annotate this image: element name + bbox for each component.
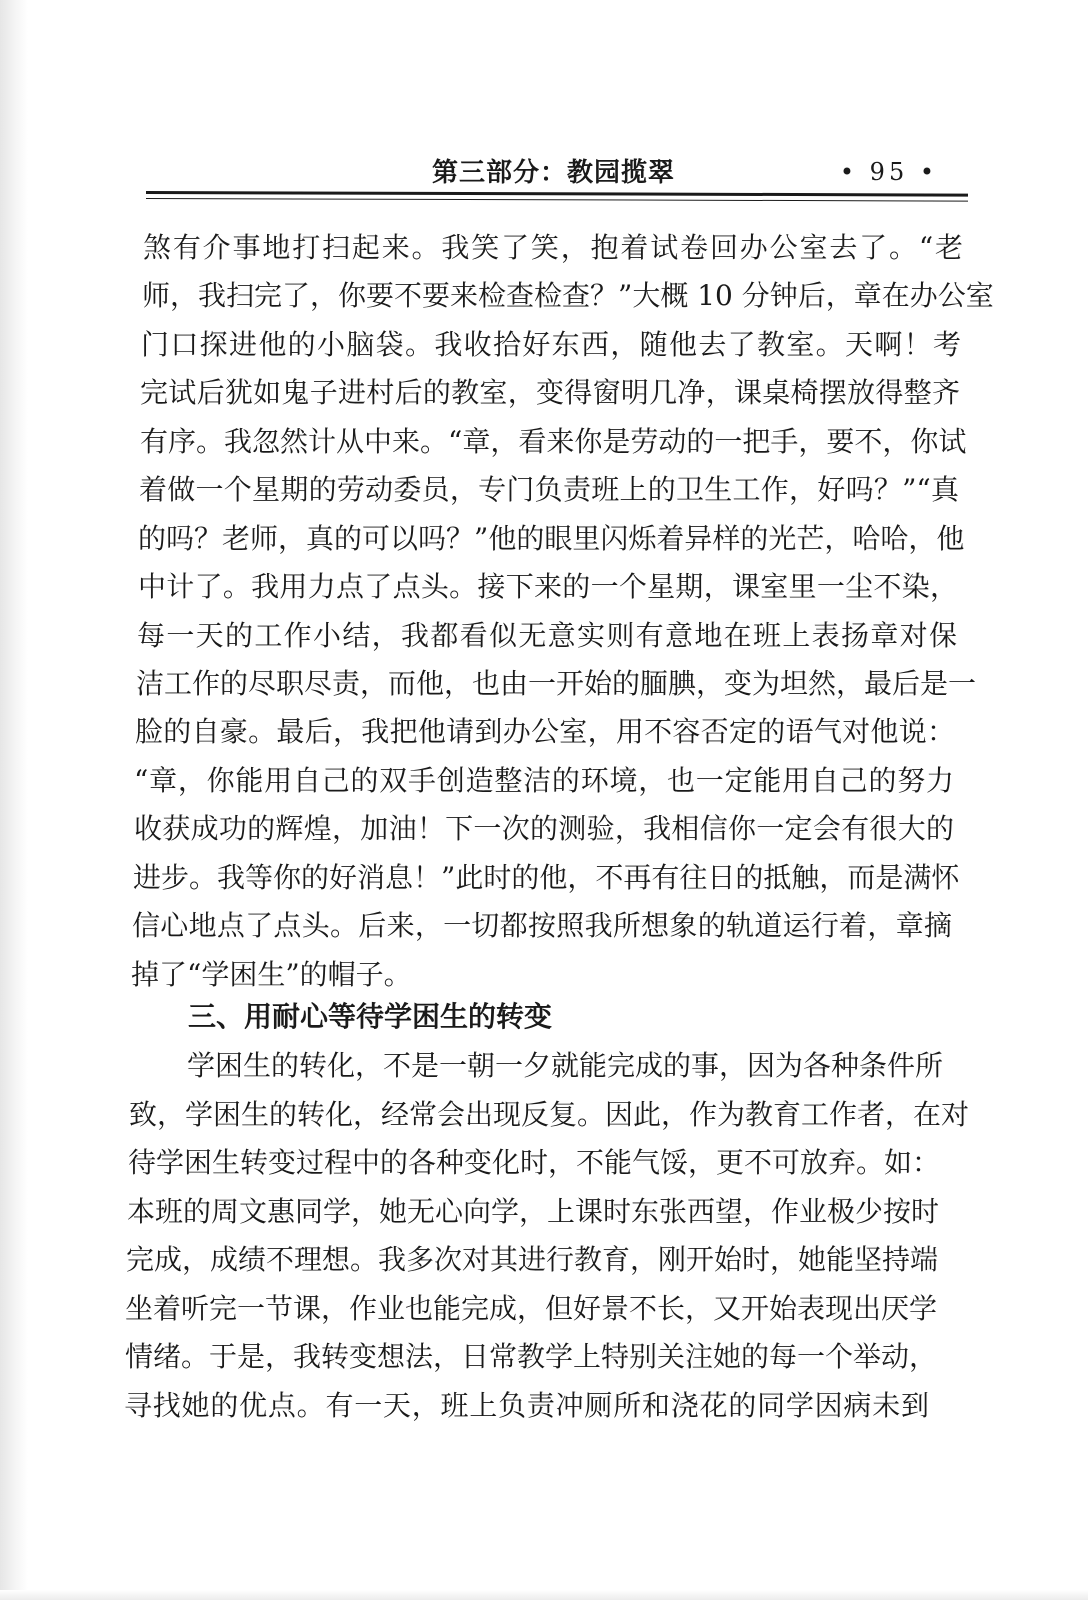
section-heading: 三、用耐心等待学困生的转变 (188, 1000, 553, 1033)
text-line: 中计了。我用力点了点头。接下来的一个星期，课室里一尘不染， (138, 570, 958, 603)
text-line: 掉了“学困生”的帽子。 (131, 958, 412, 991)
text-line: 待学困生转变过程中的各种变化时，不能气馁，更不可放弃。如： (128, 1146, 941, 1179)
text-line: 有序。我忽然计从中来。“章，看来你是劳动的一把手，要不，你试 (140, 425, 967, 458)
text-line: 致，学困生的转化，经常会出现反复。因此，作为教育工作者，在对 (129, 1098, 970, 1131)
running-title: 第三部分：教园揽翠 (432, 158, 676, 188)
text-line: “章，你能用自己的双手创造整洁的环境，也一定能用自己的努力 (134, 764, 954, 797)
page-number: • 95 • (839, 158, 938, 186)
text-line: 信心地点了点头。后来，一切都按照我所想象的轨道运行着，章摘 (132, 909, 952, 942)
text-line: 煞有介事地打扫起来。我笑了笑，抱着试卷回办公室去了。“老 (143, 231, 963, 264)
text-line: 收获成功的辉煌，加油！下一次的测验，我相信你一定会有很大的 (134, 812, 954, 845)
text-line: 学困生的转化，不是一朝一夕就能完成的事，因为各种条件所 (187, 1049, 944, 1082)
text-line: 的吗？老师，真的可以吗？”他的眼里闪烁着异样的光芒，哈哈，他 (138, 522, 965, 555)
text-line: 师，我扫完了，你要不要来检查检查？”大概 10 分钟后，章在办公室 (142, 279, 994, 312)
text-line: 本班的周文惠同学，她无心向学，上课时东张西望，作业极少按时 (127, 1195, 940, 1228)
text-line: 坐着听完一节课，作业也能完成，但好景不长，又开始表现出厌学 (125, 1292, 938, 1325)
scan-left-edge (0, 0, 28, 1600)
text-line: 寻找她的优点。有一天，班上负责冲厕所和浇花的同学因病未到 (124, 1389, 929, 1422)
text-line: 进步。我等你的好消息！”此时的他，不再有往日的抵触，而是满怀 (133, 861, 960, 894)
text-line: 每一天的工作小结，我都看似无意实则有意地在班上表扬章对保 (137, 619, 957, 652)
text-line: 完试后犹如鬼子进村后的教室，变得窗明几净，课桌椅摆放得整齐 (140, 376, 960, 409)
scan-bottom-edge (0, 1590, 1088, 1600)
text-line: 洁工作的尽职尽责，而他，也由一开始的腼腆，变为坦然，最后是一 (136, 667, 977, 700)
header-rule-thin (146, 198, 968, 202)
text-line: 情绪。于是，我转变想法，日常教学上特别关注她的每一个举动， (125, 1340, 938, 1373)
text-line: 着做一个星期的劳动委员，专门负责班上的卫生工作，好吗？”“真 (139, 473, 959, 506)
text-line: 脸的自豪。最后，我把他请到办公室，用不容否定的语气对他说： (135, 715, 955, 748)
page-header (146, 152, 968, 192)
text-line: 完成，成绩不理想。我多次对其进行教育，刚开始时，她能坚持端 (126, 1243, 939, 1276)
text-line: 门口探进他的小脑袋。我收拾好东西，随他去了教室。天啊！考 (141, 328, 961, 361)
